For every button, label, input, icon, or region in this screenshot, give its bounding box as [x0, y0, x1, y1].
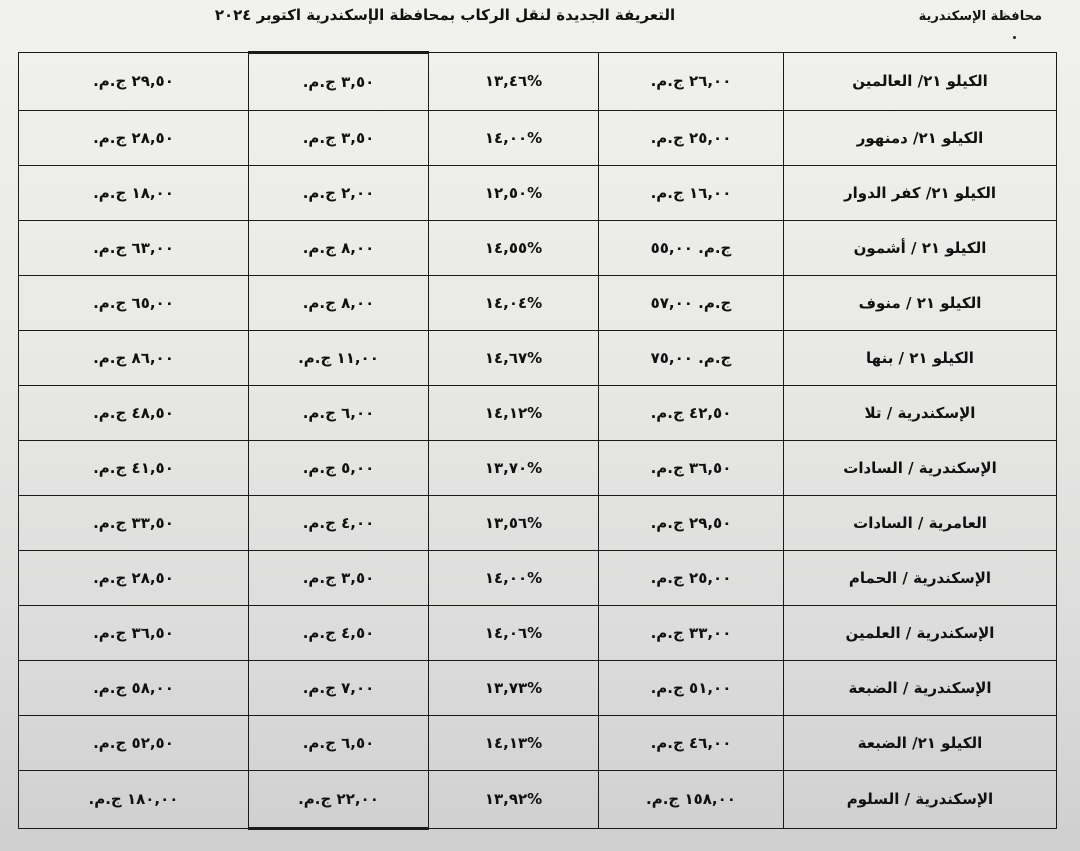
- new-fare-cell: ٥٢,٥٠ ج.م.: [19, 715, 249, 770]
- route-cell: الإسكندرية / تلا: [784, 385, 1057, 440]
- old-fare-cell: ٣٦,٥٠ ج.م.: [599, 440, 784, 495]
- old-fare-cell: ج.م. ٧٥,٠٠: [599, 330, 784, 385]
- new-fare-cell: ٤٨,٥٠ ج.م.: [19, 385, 249, 440]
- table-row: [19, 550, 1057, 605]
- increase-cell: ٣,٥٠ ج.م.: [249, 110, 429, 165]
- increase-cell: ٤,٠٠ ج.م.: [249, 495, 429, 550]
- route-cell: الإسكندرية / السلوم: [784, 770, 1057, 828]
- old-fare-cell: ٤٦,٠٠ ج.م.: [599, 715, 784, 770]
- route-cell: الإسكندرية / العلمين: [784, 605, 1057, 660]
- route-cell: الإسكندرية / الحمام: [784, 550, 1057, 605]
- table-row: [19, 330, 1057, 385]
- new-fare-cell: ١٨٠,٠٠ ج.م.: [19, 770, 249, 828]
- route-cell: العامرية / السادات: [784, 495, 1057, 550]
- table-row: [19, 165, 1057, 220]
- old-fare-cell: ٢٥,٠٠ ج.م.: [599, 110, 784, 165]
- increase-cell: ٧,٠٠ ج.م.: [249, 660, 429, 715]
- new-fare-cell: ٨٦,٠٠ ج.م.: [19, 330, 249, 385]
- table-row: [19, 220, 1057, 275]
- percent-cell: %١٣,٥٦: [429, 495, 599, 550]
- old-fare-cell: ٢٩,٥٠ ج.م.: [599, 495, 784, 550]
- table-row: [19, 275, 1057, 330]
- new-fare-cell: ٣٣,٥٠ ج.م.: [19, 495, 249, 550]
- old-fare-cell: ج.م. ٥٥,٠٠: [599, 220, 784, 275]
- old-fare-cell: ١٦,٠٠ ج.م.: [599, 165, 784, 220]
- route-cell: الكيلو ٢١/ العالمين: [784, 53, 1057, 111]
- percent-cell: %١٣,٤٦: [429, 53, 599, 111]
- percent-cell: %١٤,١٢: [429, 385, 599, 440]
- percent-cell: %١٣,٩٢: [429, 770, 599, 828]
- route-cell: الإسكندرية / السادات: [784, 440, 1057, 495]
- percent-cell: %١٣,٧٠: [429, 440, 599, 495]
- percent-cell: %١٢,٥٠: [429, 165, 599, 220]
- increase-cell: ٨,٠٠ ج.م.: [249, 275, 429, 330]
- table-row: [19, 440, 1057, 495]
- increase-cell: ١١,٠٠ ج.م.: [249, 330, 429, 385]
- document-header: [0, 6, 1080, 32]
- tariff-table: [18, 51, 1057, 830]
- table-row: [19, 605, 1057, 660]
- new-fare-cell: ٣٦,٥٠ ج.م.: [19, 605, 249, 660]
- table-row: [19, 495, 1057, 550]
- table-row: [19, 110, 1057, 165]
- tariff-table-body: [19, 53, 1057, 829]
- percent-cell: %١٤,٠٠: [429, 110, 599, 165]
- percent-cell: %١٤,٦٧: [429, 330, 599, 385]
- route-cell: الكيلو ٢١/ دمنهور: [784, 110, 1057, 165]
- stray-mark: [1013, 36, 1016, 39]
- old-fare-cell: ٥١,٠٠ ج.م.: [599, 660, 784, 715]
- route-cell: الكيلو ٢١ / أشمون: [784, 220, 1057, 275]
- percent-cell: %١٣,٧٣: [429, 660, 599, 715]
- old-fare-cell: ٢٦,٠٠ ج.م.: [599, 53, 784, 111]
- new-fare-cell: ٢٨,٥٠ ج.م.: [19, 110, 249, 165]
- increase-cell: ٣,٥٠ ج.م.: [249, 53, 429, 111]
- old-fare-cell: ٤٢,٥٠ ج.م.: [599, 385, 784, 440]
- old-fare-cell: ج.م. ٥٧,٠٠: [599, 275, 784, 330]
- increase-cell: ٨,٠٠ ج.م.: [249, 220, 429, 275]
- new-fare-cell: ٦٣,٠٠ ج.م.: [19, 220, 249, 275]
- increase-cell: ٦,٥٠ ج.م.: [249, 715, 429, 770]
- new-fare-cell: ١٨,٠٠ ج.م.: [19, 165, 249, 220]
- increase-cell: ٣,٥٠ ج.م.: [249, 550, 429, 605]
- new-fare-cell: ٢٨,٥٠ ج.م.: [19, 550, 249, 605]
- increase-cell: ٦,٠٠ ج.م.: [249, 385, 429, 440]
- route-cell: الإسكندرية / الضبعة: [784, 660, 1057, 715]
- percent-cell: %١٤,٠٠: [429, 550, 599, 605]
- governorate-label: محافظة الإسكندرية: [918, 9, 1042, 24]
- increase-cell: ٤,٥٠ ج.م.: [249, 605, 429, 660]
- document-title: التعريفة الجديدة لنقل الركاب بمحافظة الإسكندرية اكتوبر ٢٠٢٤: [214, 6, 676, 24]
- table-row: [19, 715, 1057, 770]
- increase-cell: ٥,٠٠ ج.م.: [249, 440, 429, 495]
- route-cell: الكيلو ٢١/ كفر الدوار: [784, 165, 1057, 220]
- old-fare-cell: ٣٣,٠٠ ج.م.: [599, 605, 784, 660]
- table-row: [19, 53, 1057, 111]
- percent-cell: %١٤,١٣: [429, 715, 599, 770]
- increase-cell: ٢٢,٠٠ ج.م.: [249, 770, 429, 828]
- percent-cell: %١٤,٥٥: [429, 220, 599, 275]
- new-fare-cell: ٢٩,٥٠ ج.م.: [19, 53, 249, 111]
- new-fare-cell: ٥٨,٠٠ ج.م.: [19, 660, 249, 715]
- route-cell: الكيلو ٢١/ الضبعة: [784, 715, 1057, 770]
- table-row: [19, 770, 1057, 828]
- percent-cell: %١٤,٠٤: [429, 275, 599, 330]
- route-cell: الكيلو ٢١ / منوف: [784, 275, 1057, 330]
- new-fare-cell: ٦٥,٠٠ ج.م.: [19, 275, 249, 330]
- new-fare-cell: ٤١,٥٠ ج.م.: [19, 440, 249, 495]
- table-row: [19, 660, 1057, 715]
- increase-cell: ٢,٠٠ ج.م.: [249, 165, 429, 220]
- old-fare-cell: ١٥٨,٠٠ ج.م.: [599, 770, 784, 828]
- old-fare-cell: ٢٥,٠٠ ج.م.: [599, 550, 784, 605]
- percent-cell: %١٤,٠٦: [429, 605, 599, 660]
- route-cell: الكيلو ٢١ / بنها: [784, 330, 1057, 385]
- table-row: [19, 385, 1057, 440]
